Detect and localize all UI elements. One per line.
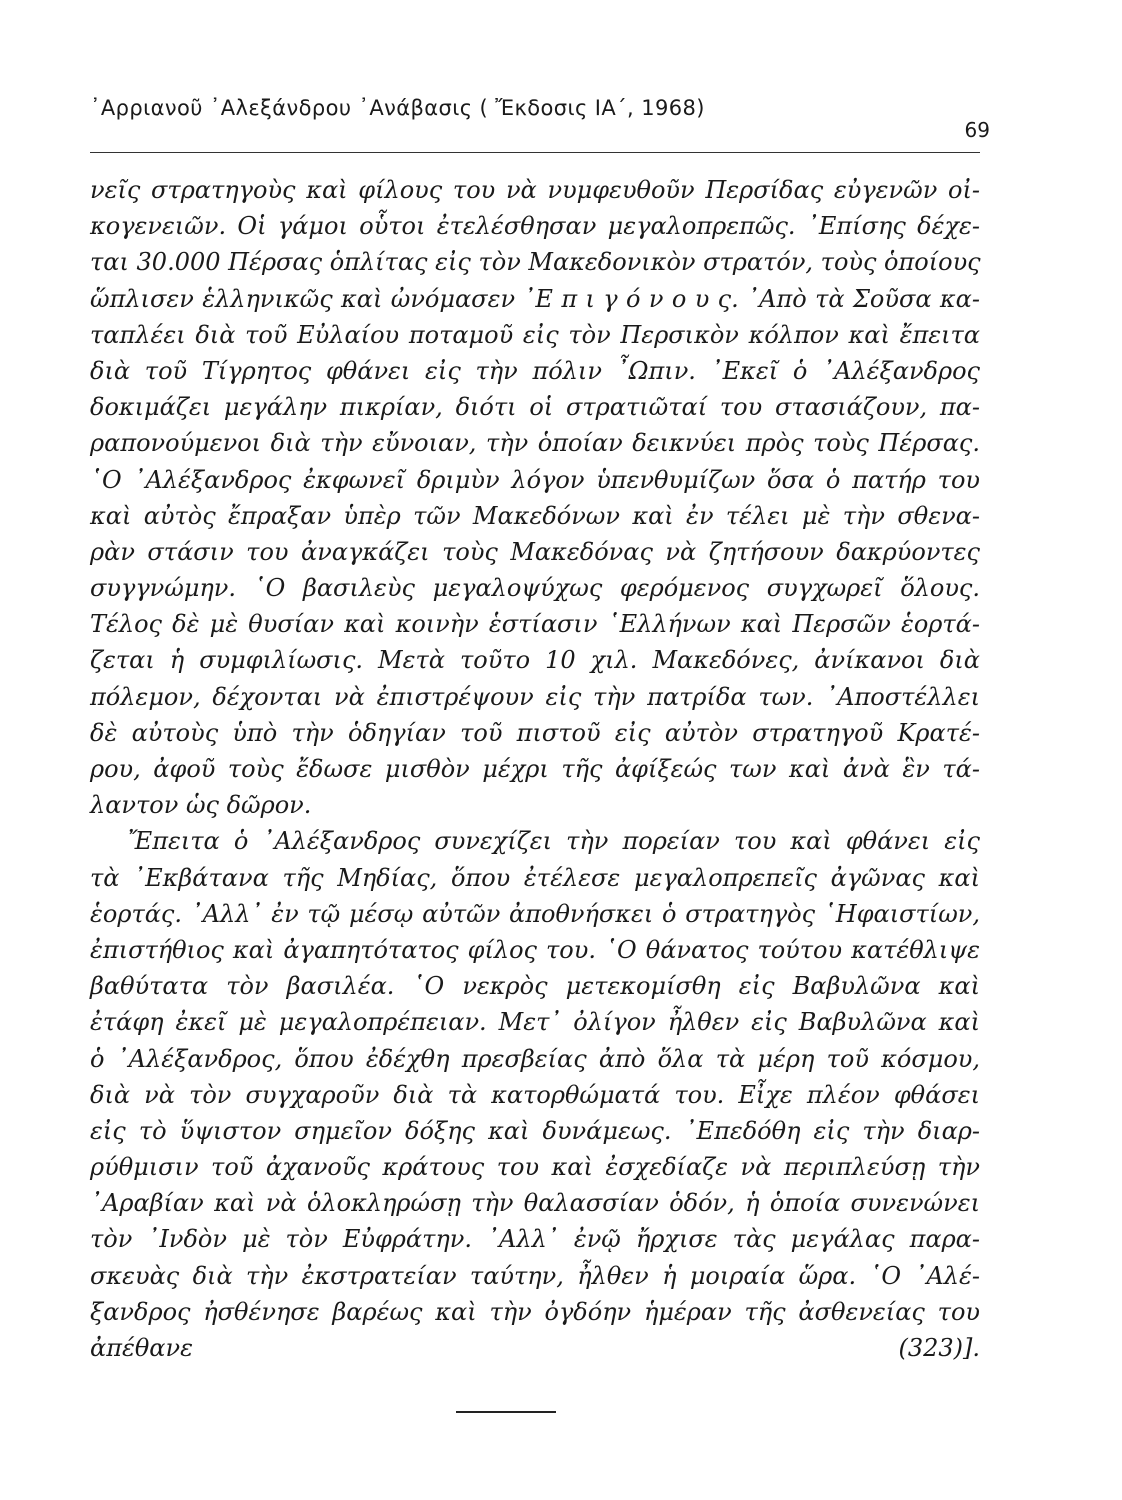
text-line: ὥπλισεν ἑλληνικῶς καὶ ὠνόμασεν ᾿Ε π ι γ ό ν ο υ ς. ᾿Απὸ τὰ Σοῦσα κα- [90,284,980,313]
text-line: δὲ αὐτοὺς ὑπὸ τὴν ὁδηγίαν τοῦ πιστοῦ εἰς αὐτὸν στρατηγοῦ Κρατέ- [90,718,980,747]
text-line: ξανδρος ἠσθένησε βαρέως καὶ τὴν ὀγδόην ἡμέραν τῆς ἀσθενείας του [90,1297,980,1326]
text-line: εἰς τὸ ὕψιστον σημεῖον δόξης καὶ δυνάμεως. ᾿Επεδόθη εἰς τὴν διαρ- [90,1116,980,1145]
text-line: πόλεμον, δέχονται νὰ ἐπιστρέψουν εἰς τὴν πατρίδα των. ᾿Αποστέλλει [90,682,980,711]
text-line: ῾Ο ᾿Αλέξανδρος ἐκφωνεῖ δριμὺν λόγον ὑπενθυμίζων ὅσα ὁ πατήρ του [90,465,980,494]
running-head-title: ᾿Αρριανοῦ ᾿Αλεξάνδρου ᾿Ανάβασις ( Ἔκδοσις ΙΑ΄, 1968) [90,96,705,120]
text-line: ᾿Αραβίαν καὶ νὰ ὁλοκληρώσῃ τὴν θαλασσίαν ὁδόν, ἡ ὁποία συνενώνει [90,1189,980,1218]
text-line: τὰ ᾿Εκβάτανα τῆς Μηδίας, ὅπου ἐτέλεσε μεγαλοπρεπεῖς ἀγῶνας καὶ [90,863,980,892]
text-line: διὰ νὰ τὸν συγχαροῦν διὰ τὰ κατορθώματά του. Εἶχε πλέον φθάσει [90,1080,980,1109]
text-line: ἀπέθανε (323)]. [90,1334,980,1362]
text-line: ρὰν στάσιν του ἀναγκάζει τοὺς Μακεδόνας νὰ ζητήσουν δακρύοντες [90,537,980,566]
text-line: σκευὰς διὰ τὴν ἐκστρατείαν ταύτην, ἦλθεν ἡ μοιραία ὥρα. ῾Ο ᾿Αλέ- [90,1261,980,1290]
text-line: ρύθμισιν τοῦ ἀχανοῦς κράτους του καὶ ἐσχεδίαζε νὰ περιπλεύσῃ τὴν [90,1153,980,1182]
text-line: καὶ αὐτὸς ἔπραξαν ὑπὲρ τῶν Μακεδόνων καὶ ἐν τέλει μὲ τὴν σθενα- [90,501,980,530]
text-line: ἐτάφη ἐκεῖ μὲ μεγαλοπρέπειαν. Μετ᾿ ὀλίγον ἦλθεν εἰς Βαβυλῶνα καὶ [90,1008,980,1037]
paragraph-end-line: λαντον ὡς δῶρον. [90,791,312,820]
text-line: τὸν ᾿Ινδὸν μὲ τὸν Εὐφράτην. ᾿Αλλ᾿ ἐνῷ ἤρχισε τὰς μεγάλας παρα- [90,1225,980,1254]
text-line: διὰ τοῦ Τίγρητος φθάνει εἰς τὴν πόλιν ῏Ωπιν. ᾿Εκεῖ ὁ ᾿Αλέξανδρος [90,356,980,385]
text-line: ται 30.000 Πέρσας ὁπλίτας εἰς τὸν Μακεδονικὸν στρατόν, τοὺς ὁποίους [90,248,981,277]
text-line: ρου, ἀφοῦ τοὺς ἔδωσε μισθὸν μέχρι τῆς ἀφίξεώς των καὶ ἀνὰ ἓν τά- [90,755,980,783]
paragraph-start-line: Ἔπειτα ὁ ᾿Αλέξανδρος συνεχίζει τὴν πορείαν του καὶ φθάνει εἰς [128,827,980,856]
text-line: συγγνώμην. ῾Ο βασιλεὺς μεγαλοψύχως φερόμενος συγχωρεῖ ὅλους. [90,574,980,603]
closing-rule [456,1411,556,1413]
text-line: ἐπιστήθιος καὶ ἀγαπητότατος φίλος του. ῾Ο θάνατος τούτου κατέθλιψε [90,935,980,964]
text-line: ταπλέει διὰ τοῦ Εὐλαίου ποταμοῦ εἰς τὸν Περσικὸν κόλπον καὶ ἔπειτα [90,320,980,349]
text-line: νεῖς στρατηγοὺς καὶ φίλους του νὰ νυμφευθοῦν Περσίδας εὐγενῶν οἰ- [90,176,980,204]
paragraph-end-line [90,1366,980,1402]
text-line: ἑορτάς. ᾿Αλλ᾿ ἐν τῷ μέσῳ αὐτῶν ἀποθνήσκει ὁ στρατηγὸς ῾Ηφαιστίων, [90,899,980,928]
text-line: βαθύτατα τὸν βασιλέα. ῾Ο νεκρὸς μετεκομίσθη εἰς Βαβυλῶνα καὶ [90,972,980,1001]
page-number: 69 [964,118,990,142]
header-rule [90,152,980,153]
running-head [90,92,990,142]
body-text [90,172,980,1402]
text-line: κογενειῶν. Οἱ γάμοι οὗτοι ἐτελέσθησαν μεγαλοπρεπῶς. ᾿Επίσης δέχε- [90,212,980,241]
text-line: ραπονούμενοι διὰ τὴν εὔνοιαν, τὴν ὁποίαν δεικνύει πρὸς τοὺς Πέρσας. [90,429,980,458]
text-line: ζεται ἡ συμφιλίωσις. Μετὰ τοῦτο 10 χιλ. Μακεδόνες, ἀνίκανοι διὰ [90,646,980,675]
text-line: Τέλος δὲ μὲ θυσίαν καὶ κοινὴν ἑστίασιν ῾Ελλήνων καὶ Περσῶν ἑορτά- [90,610,980,639]
text-line: ὁ ᾿Αλέξανδρος, ὅπου ἐδέχθη πρεσβείας ἀπὸ ὅλα τὰ μέρη τοῦ κόσμου, [90,1044,980,1073]
text-line: δοκιμάζει μεγάλην πικρίαν, διότι οἱ στρατιῶταί του στασιάζουν, πα- [90,393,980,422]
